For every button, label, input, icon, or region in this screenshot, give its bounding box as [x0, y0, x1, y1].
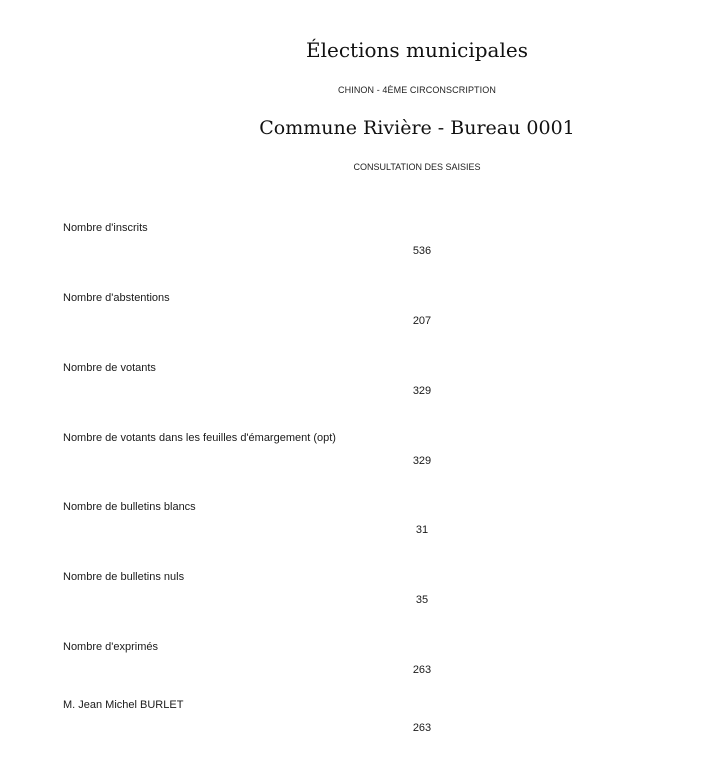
result-value-candidate: 263 [412, 722, 432, 734]
result-value-votants: 329 [412, 385, 432, 397]
result-label-bulletins-nuls: Nombre de bulletins nuls [63, 571, 185, 583]
circonscription-subtitle: CHINON - 4ÈME CIRCONSCRIPTION [338, 85, 496, 95]
result-label-candidate: M. Jean Michel BURLET [63, 699, 184, 711]
result-label-inscrits: Nombre d'inscrits [63, 222, 148, 234]
result-value-abstentions: 207 [412, 315, 432, 327]
commune-title: Commune Rivière - Bureau 0001 [259, 117, 575, 139]
result-value-inscrits: 536 [412, 245, 432, 257]
result-value-votants-emargement: 329 [412, 455, 432, 467]
result-value-exprimes: 263 [412, 664, 432, 676]
result-label-abstentions: Nombre d'abstentions [63, 292, 170, 304]
result-label-votants-emargement: Nombre de votants dans les feuilles d'émargement (opt) [63, 432, 336, 444]
result-label-exprimes: Nombre d'exprimés [63, 641, 159, 653]
result-label-votants: Nombre de votants [63, 362, 156, 374]
section-label: CONSULTATION DES SAISIES [353, 162, 481, 172]
result-value-bulletins-blancs: 31 [415, 524, 429, 536]
result-value-bulletins-nuls: 35 [415, 594, 429, 606]
page-title: Élections municipales [306, 38, 528, 62]
result-label-bulletins-blancs: Nombre de bulletins blancs [63, 501, 196, 513]
